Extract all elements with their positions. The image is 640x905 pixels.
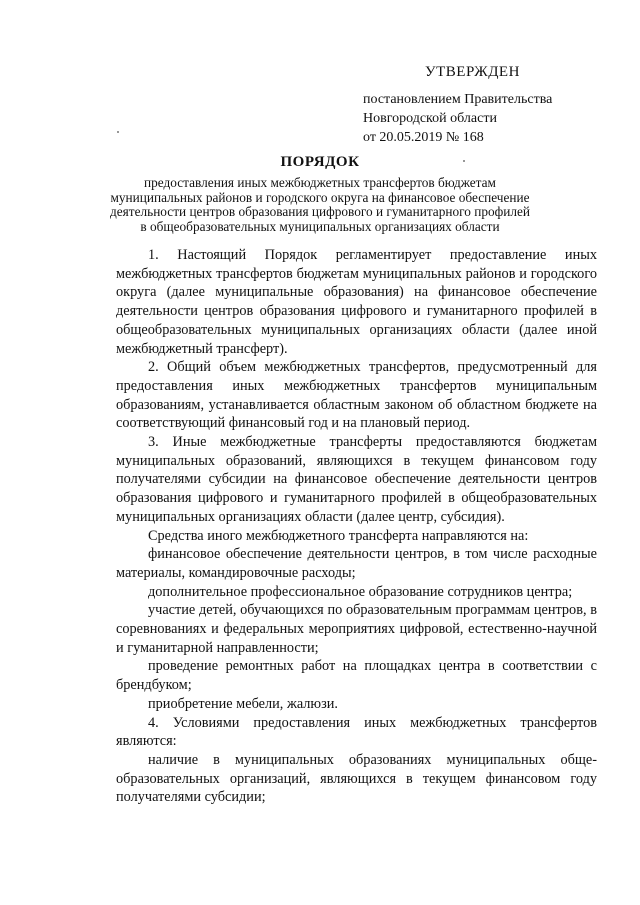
funds-item: участие детей, обучающихся по образовательным программам центров, в соревнованиях и федеральных мероприятиях цифровой, естественно-научной и гуманитарной направленности; bbox=[116, 602, 597, 656]
funds-item: финансовое обеспечение деятельности центров, в том числе расходные материалы, командировочные расходы; bbox=[116, 546, 597, 581]
scan-speck bbox=[117, 131, 119, 133]
document-title: ПОРЯДОК bbox=[280, 154, 360, 170]
funds-item: проведение ремонтных работ на площадках центра в соответствии с брендбуком; bbox=[116, 658, 597, 694]
paragraph-1: 1. Настоящий Порядок регламентирует предоставление иных межбюджетных трансфертов бюджетам муниципальных районов и городского округа (далее муниципальные образования) на финансовое обеспечение деятельности центров образования цифрового и гуманитарного профилей в общеобразовательных муниципальных организациях области (далее иной межбюджетный трансферт). bbox=[116, 247, 597, 357]
condition-item: наличие в муниципальных образованиях муниципальных обще-образовательных организаций, являющихся в текущем финансовом году получателями субсидии; bbox=[116, 751, 597, 806]
approval-line-resolution: постановлением Правительства bbox=[363, 92, 553, 107]
document-body bbox=[116, 246, 597, 807]
funds-item: приобретение мебели, жалюзи. bbox=[148, 695, 338, 712]
paragraph-3: 3. Иные межбюджетные трансферты предоставляются бюджетам муниципальных образований, являющихся в текущем финансовом году получателями субсидии на финансовое обеспечение деятельности центров образования цифрового и гуманитарного профилей в общеобразовательных муниципальных организациях области (далее центр, субсидия). bbox=[116, 434, 597, 525]
funds-intro: Средства иного межбюджетного трансферта направляются на: bbox=[148, 527, 529, 544]
funds-item: дополнительное профессиональное образование сотрудников центра; bbox=[148, 583, 573, 600]
approval-line-region: Новгородской области bbox=[363, 111, 497, 126]
document-subtitle bbox=[100, 176, 540, 234]
subtitle-line: в общеобразовательных муниципальных организациях области bbox=[140, 218, 500, 234]
scan-speck bbox=[463, 160, 465, 162]
paragraph-2: 2. Общий объем межбюджетных трансфертов, предусмотренный для предоставления иных межбюджетных трансфертов муниципальным образованиям, устанавливается областным законом об областном бюджете на соответствующий финансовый год и на плановый период. bbox=[116, 359, 597, 432]
paragraph-4: 4. Условиями предоставления иных межбюджетных трансфертов являются: bbox=[116, 714, 597, 750]
subtitle-line: деятельности центров образования цифрового и гуманитарного профилей bbox=[110, 204, 530, 219]
approval-line-date-number: от 20.05.2019 № 168 bbox=[363, 130, 484, 145]
approval-stamp-heading: УТВЕРЖДЕН bbox=[425, 64, 520, 80]
approval-block bbox=[357, 63, 597, 147]
subtitle-line: предоставления иных межбюджетных трансфертов бюджетам bbox=[144, 175, 496, 190]
subtitle-line: муниципальных районов и городского округа на финансовое обеспечение bbox=[110, 189, 530, 205]
